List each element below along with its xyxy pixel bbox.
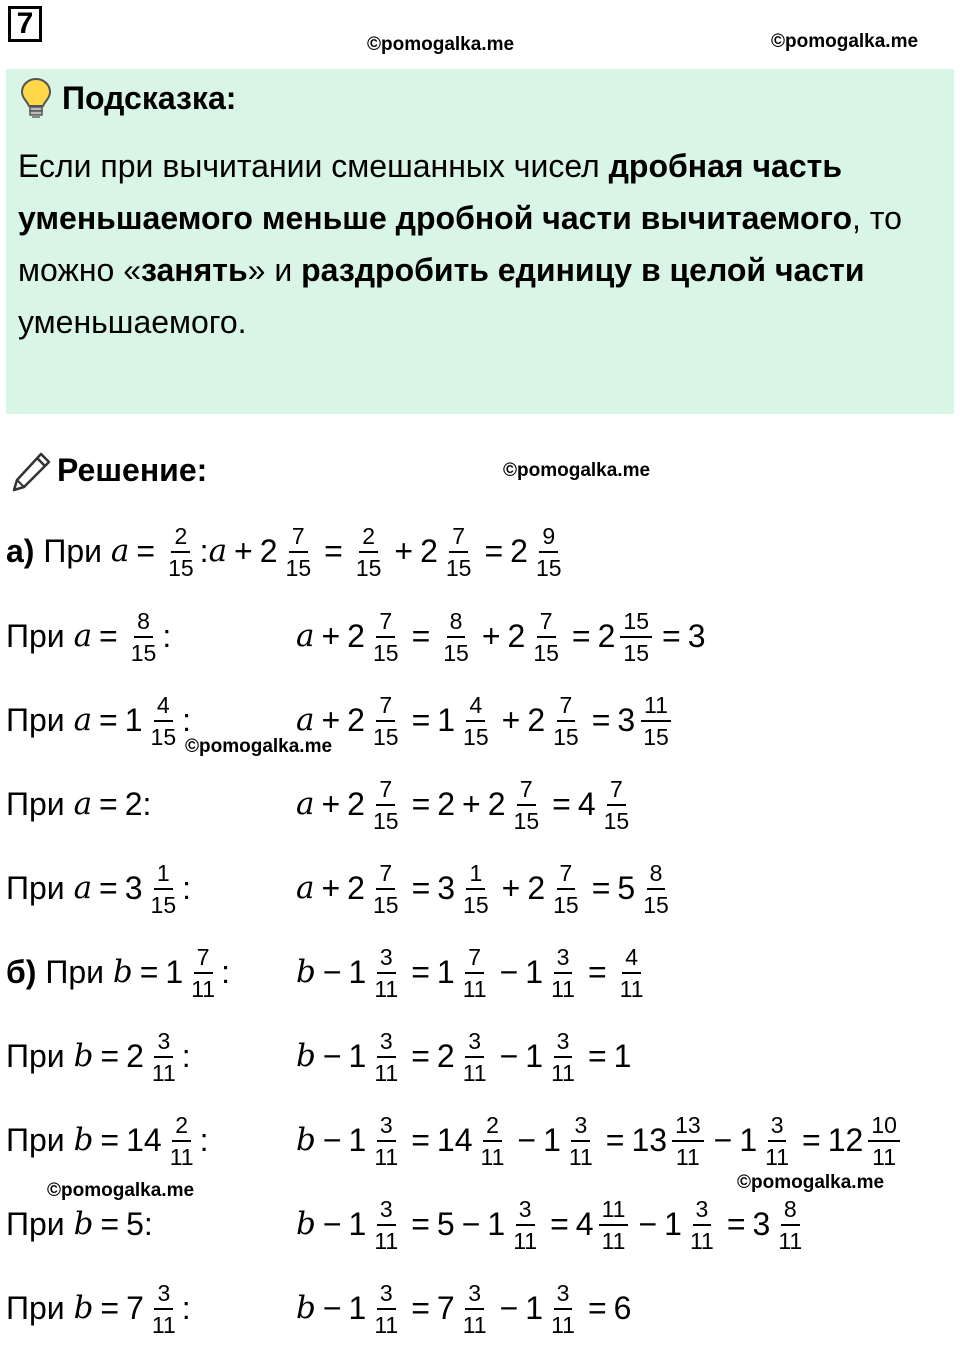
fraction: $\frac{3}{11}$ xyxy=(374,944,399,1002)
fraction: $\frac{3}{11}$ xyxy=(551,944,575,1002)
row-a3-equation: a + 2 $\frac{7}{15}$ = 1 $\frac{4}{15}$ + 2 $\frac{7}{15}$ = 3 $\frac{11}{15}$ xyxy=(296,685,675,755)
fraction: $\frac{7}{15}$ xyxy=(372,860,399,918)
fraction: $\frac{3}{11}$ xyxy=(568,1112,593,1170)
fraction: $\frac{8}{15}$ xyxy=(130,608,157,666)
fraction: $\frac{3}{11}$ xyxy=(551,1028,575,1086)
row-a3-label: При a = 1 $\frac{4}{15}$ : xyxy=(6,692,192,750)
watermark: ©pomogalka.me xyxy=(367,34,515,55)
fraction: $\frac{7}{15}$ xyxy=(372,776,399,834)
fraction: $\frac{1}{15}$ xyxy=(150,860,177,918)
row-b5-label: При b = 7 $\frac{3}{11}$ : xyxy=(6,1280,191,1338)
watermark: ©pomogalka.me xyxy=(47,1180,195,1201)
fraction: $\frac{2}{15}$ xyxy=(355,523,382,581)
fraction: $\frac{7}{15}$ xyxy=(372,608,399,666)
fraction: $\frac{3}{11}$ xyxy=(462,1028,487,1086)
fraction: $\frac{13}{11}$ xyxy=(672,1112,704,1170)
row-b3-equation: b − 1 $\frac{3}{11}$ = 14 $\frac{2}{11}$ − 1 $\frac{3}{11}$ = 13 $\frac{13}{11}$ − 1 $\frac{3}{11}$ = 12 $\frac{10}{11}$ xyxy=(296,1105,903,1175)
fraction: $\frac{2}{15}$ xyxy=(168,523,194,581)
watermark: ©pomogalka.me xyxy=(771,31,919,52)
fraction: $\frac{3}{11}$ xyxy=(765,1112,790,1170)
row-a2-label: При a = $\frac{8}{15}$ : xyxy=(6,608,172,666)
fraction: $\frac{8}{15}$ xyxy=(443,608,469,666)
fraction: $\frac{2}{11}$ xyxy=(480,1112,505,1170)
row-b3-label: При b = 14 $\frac{2}{11}$ : xyxy=(6,1112,209,1170)
watermark: ©pomogalka.me xyxy=(185,736,333,757)
hint-title: Подсказка: xyxy=(62,80,237,116)
row-b2-label: При b = 2 $\frac{3}{11}$ : xyxy=(6,1028,191,1086)
fraction: $\frac{4}{15}$ xyxy=(463,692,489,750)
fraction: $\frac{7}{15}$ xyxy=(513,776,540,834)
fraction: $\frac{7}{15}$ xyxy=(553,860,579,918)
fraction: $\frac{7}{15}$ xyxy=(285,523,312,581)
fraction: $\frac{3}{11}$ xyxy=(462,1280,487,1338)
fraction: $\frac{7}{15}$ xyxy=(533,608,559,666)
row-b1-label: б) При b = 1 $\frac{7}{11}$ : xyxy=(6,944,230,1002)
fraction: $\frac{2}{11}$ xyxy=(169,1112,194,1170)
fraction: $\frac{11}{15}$ xyxy=(640,692,672,750)
fraction: $\frac{3}{11}$ xyxy=(374,1280,399,1338)
task-number: 7 xyxy=(8,6,42,42)
fraction: $\frac{7}{15}$ xyxy=(445,523,472,581)
fraction: $\frac{15}{15}$ xyxy=(620,608,652,666)
fraction: $\frac{4}{11}$ xyxy=(619,944,644,1002)
watermark: ©pomogalka.me xyxy=(737,1172,885,1193)
solution-title: Решение: xyxy=(57,452,208,488)
row-a4-equation: a + 2 $\frac{7}{15}$ = 2 + 2 $\frac{7}{15}$ = 4 $\frac{7}{15}$ xyxy=(296,769,635,839)
row-a5-label: При a = 3 $\frac{1}{15}$ : xyxy=(6,860,192,918)
row-b5-equation: b − 1 $\frac{3}{11}$ = 7 $\frac{3}{11}$ − 1 $\frac{3}{11}$ = 6 xyxy=(296,1280,632,1338)
row-b4-label: При b = 5 : xyxy=(6,1205,153,1242)
fraction: $\frac{4}{15}$ xyxy=(150,692,177,750)
row-a4-label: При a = 2 : xyxy=(6,785,152,822)
hint-text: Если при вычитании смешанных чисел дробная часть уменьшаемого меньше дробной части вычитаемого, то можно «занять» и раздробить единицу в целой части уменьшаемого. xyxy=(18,148,902,340)
fraction: $\frac{3}{11}$ xyxy=(551,1280,575,1338)
fraction: $\frac{3}{11}$ xyxy=(513,1196,538,1254)
fraction: $\frac{7}{11}$ xyxy=(191,944,216,1002)
row-a5-equation: a + 2 $\frac{7}{15}$ = 3 $\frac{1}{15}$ + 2 $\frac{7}{15}$ = 5 $\frac{8}{15}$ xyxy=(296,853,675,923)
row-b1-equation: b − 1 $\frac{3}{11}$ = 1 $\frac{7}{11}$ − 1 $\frac{3}{11}$ = $\frac{4}{11}$ xyxy=(296,937,650,1007)
fraction: $\frac{3}{11}$ xyxy=(374,1196,399,1254)
fraction: $\frac{8}{11}$ xyxy=(778,1196,803,1254)
row-a1: а) При a = $\frac{2}{15}$ : a + 2 $\frac{7}{15}$ = $\frac{2}{15}$ + 2 $\frac{7}{15}$ = 2 $\frac{9}{15}$ xyxy=(6,516,568,586)
fraction: $\frac{7}{15}$ xyxy=(372,692,399,750)
row-b4-equation: b − 1 $\frac{3}{11}$ = 5 − 1 $\frac{3}{11}$ = 4 $\frac{11}{11}$ − 1 $\frac{3}{11}$ = 3 $\frac{8}{11}$ xyxy=(296,1189,808,1259)
fraction: $\frac{3}{11}$ xyxy=(151,1280,176,1338)
row-a2-equation: a + 2 $\frac{7}{15}$ = $\frac{8}{15}$ + 2 $\frac{7}{15}$ = 2 $\frac{15}{15}$ = 3 xyxy=(296,608,706,666)
fraction: $\frac{8}{15}$ xyxy=(643,860,669,918)
lightbulb-icon xyxy=(18,76,54,120)
fraction: $\frac{1}{15}$ xyxy=(463,860,489,918)
row-b2-equation: b − 1 $\frac{3}{11}$ = 2 $\frac{3}{11}$ − 1 $\frac{3}{11}$ = 1 xyxy=(296,1028,632,1086)
pencil-icon xyxy=(10,450,52,494)
fraction: $\frac{11}{11}$ xyxy=(599,1196,629,1254)
fraction: $\frac{7}{15}$ xyxy=(603,776,630,834)
fraction: $\frac{10}{11}$ xyxy=(868,1112,900,1170)
fraction: $\frac{3}{11}$ xyxy=(374,1028,399,1086)
fraction: $\frac{7}{15}$ xyxy=(553,692,579,750)
fraction: $\frac{7}{11}$ xyxy=(462,944,487,1002)
fraction: $\frac{3}{11}$ xyxy=(689,1196,714,1254)
watermark: ©pomogalka.me xyxy=(503,460,651,481)
fraction: $\frac{9}{15}$ xyxy=(535,523,562,581)
fraction: $\frac{3}{11}$ xyxy=(151,1028,176,1086)
fraction: $\frac{3}{11}$ xyxy=(374,1112,399,1170)
